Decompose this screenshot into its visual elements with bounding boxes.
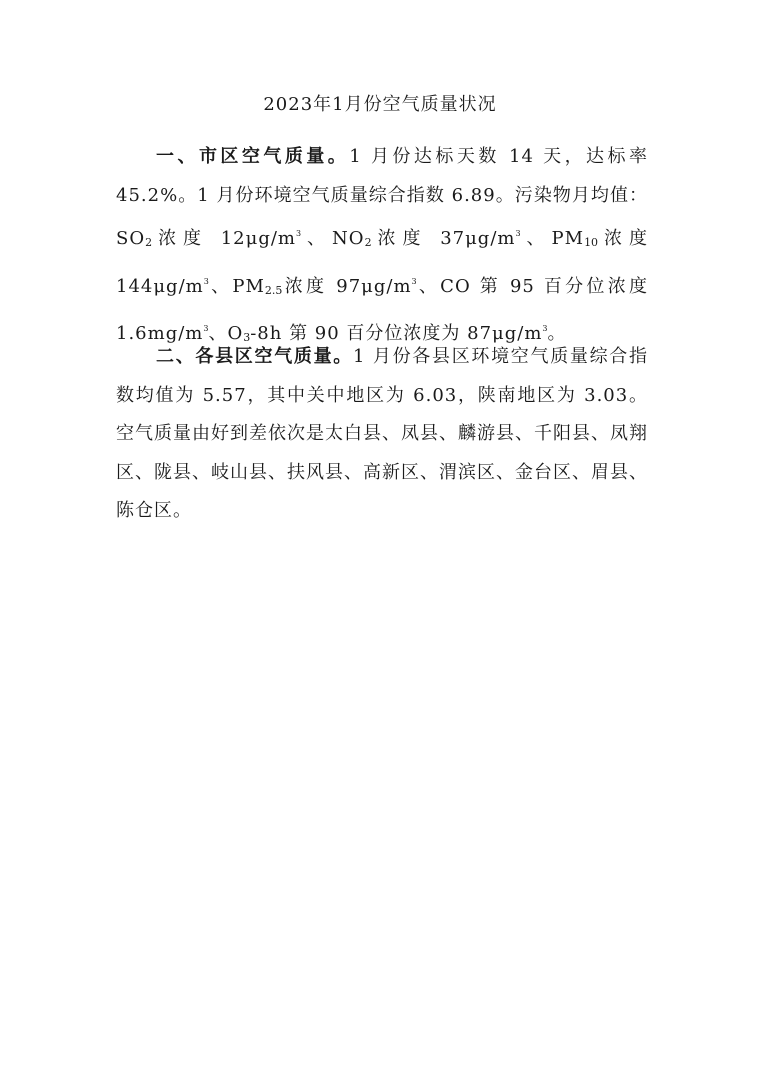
- separator: 、: [208, 275, 233, 297]
- o3-value-text: -8h 第 90 百分位浓度为 87μg/m: [250, 323, 543, 345]
- section-heading-county: 二、各县区空气质量。: [156, 346, 354, 367]
- urban-summary-text: 1 月份达标天数 14 天，达标率45.2%。1 月份环境空气质量综合指数 6.89。污染物月均值：: [116, 146, 649, 206]
- separator: 、: [520, 228, 552, 250]
- no2-subscript: 2: [364, 236, 372, 250]
- county-summary-text: 1 月份各县区环境空气质量综合指数均值为 5.57，其中关中地区为 6.03，陕南地区为 3.03。空气质量由好到差依次是太白县、凤县、麟游县、千阳县、凤翔区、陇县、岐山县、扶风县、高新区、渭滨区、金台区、眉县、陈仓区。: [116, 346, 648, 522]
- so2-subscript: 2: [145, 236, 153, 250]
- so2-label: SO: [116, 228, 146, 250]
- co-value-text: 、CO 第 95 百分位浓度 1.6mg/m: [116, 275, 648, 345]
- so2-value-text: 浓度 12μg/m: [152, 228, 296, 250]
- o3-label: O: [227, 323, 244, 345]
- pm10-subscript: 10: [584, 236, 599, 250]
- no2-value-text: 浓度 37μg/m: [371, 228, 516, 250]
- no2-unit-superscript: 3: [515, 229, 521, 239]
- so2-unit-superscript: 3: [295, 229, 302, 239]
- section-heading-urban: 一、市区空气质量。: [156, 146, 350, 167]
- o3-subscript: 3: [243, 331, 251, 345]
- section-urban-air-quality: [116, 138, 648, 358]
- separator: 、: [208, 323, 228, 345]
- separator: 、: [301, 228, 333, 250]
- pm25-value-text: 浓度 97μg/m: [282, 275, 412, 297]
- pm10-value-text: 浓度 144μg/m: [116, 228, 649, 297]
- section-county-air-quality: [116, 338, 648, 531]
- document-title: 2023年1月份空气质量状况: [263, 94, 497, 115]
- o3-unit-superscript: 3: [542, 324, 548, 334]
- pm25-unit-superscript: 3: [411, 276, 417, 286]
- sentence-end: 。: [547, 323, 567, 345]
- pm10-label: PM: [551, 228, 585, 250]
- pm25-subscript: 2.5: [264, 283, 283, 297]
- pm10-unit-superscript: 3: [203, 276, 209, 286]
- co-unit-superscript: 3: [203, 324, 209, 334]
- no2-label: NO: [332, 228, 365, 250]
- pm25-label: PM: [232, 275, 265, 297]
